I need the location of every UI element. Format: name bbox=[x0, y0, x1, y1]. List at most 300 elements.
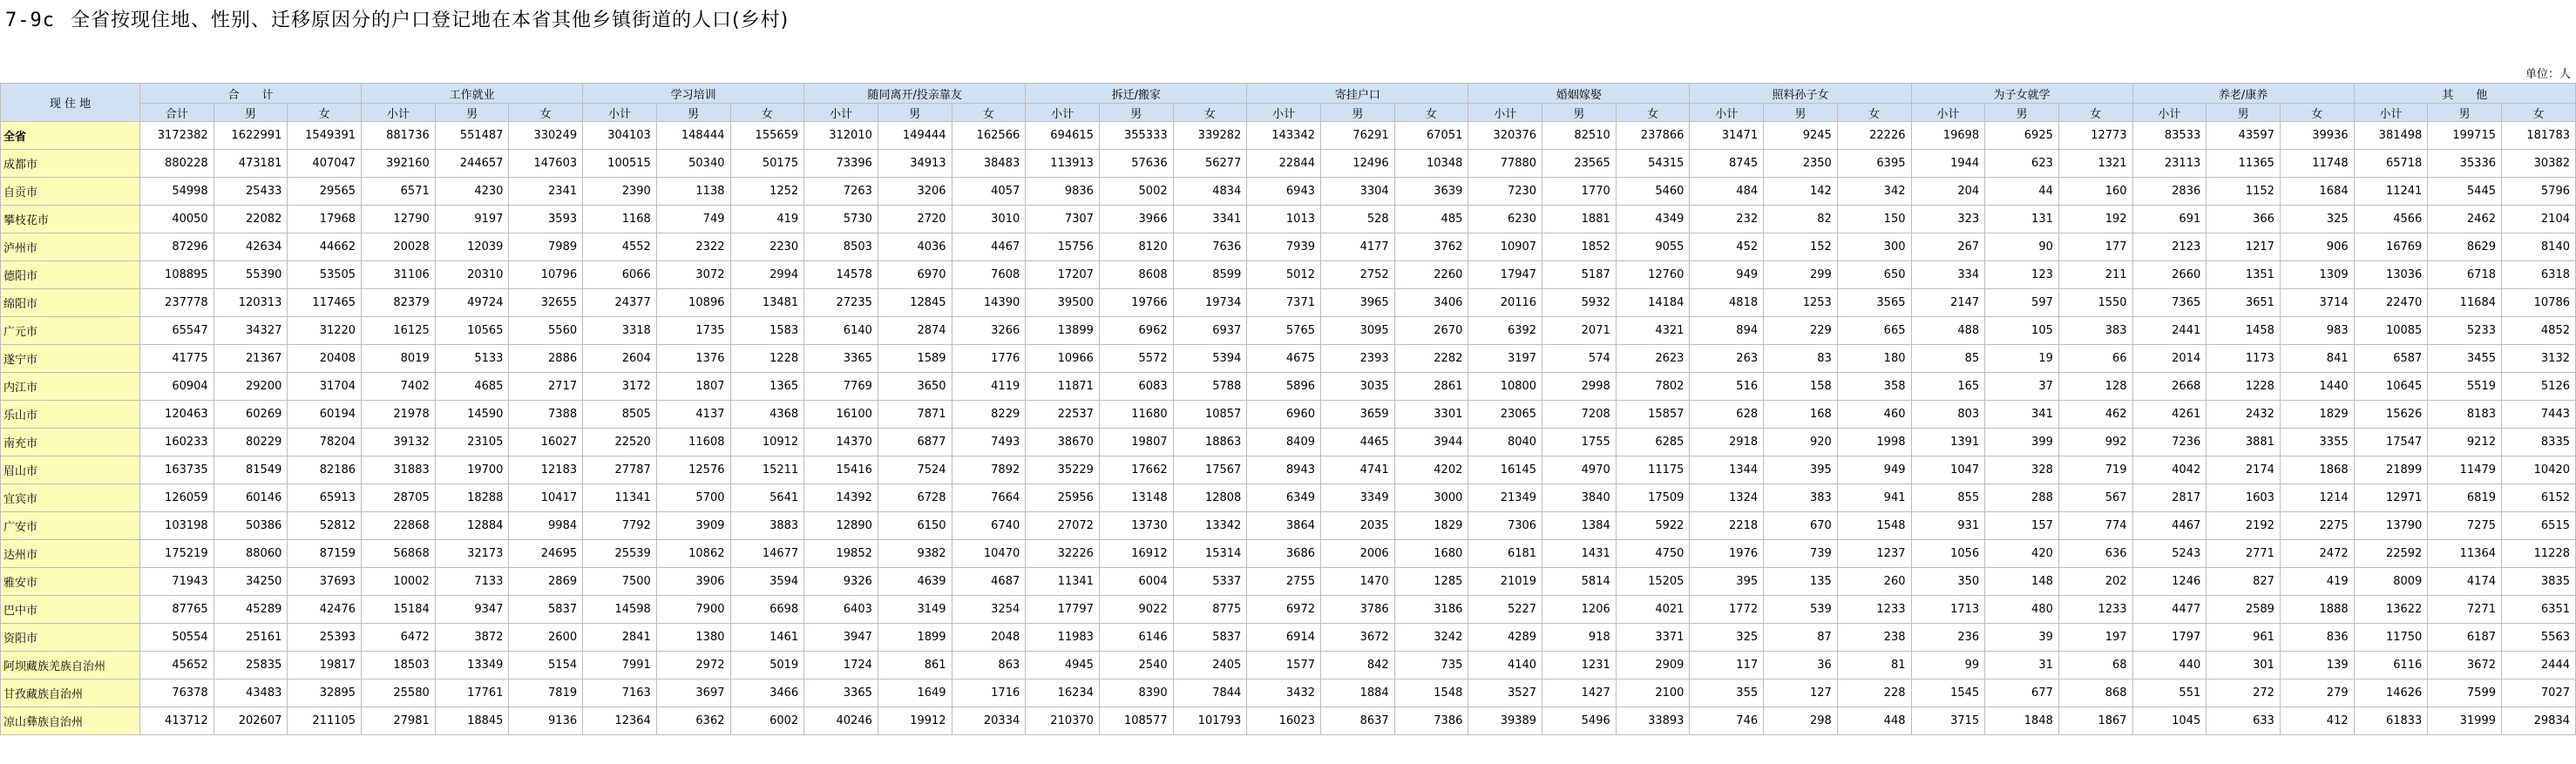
value-cell: 574 bbox=[1542, 345, 1617, 373]
value-cell: 19700 bbox=[435, 456, 509, 484]
population-table bbox=[0, 83, 2576, 735]
value-cell: 2100 bbox=[1616, 679, 1690, 707]
value-cell: 5814 bbox=[1542, 568, 1617, 596]
value-cell: 3714 bbox=[2280, 289, 2354, 317]
value-cell: 3186 bbox=[1394, 596, 1468, 624]
value-cell: 1237 bbox=[1837, 540, 1911, 568]
value-cell: 39389 bbox=[1468, 707, 1542, 735]
value-cell: 90 bbox=[1985, 233, 2059, 261]
value-cell: 2218 bbox=[1690, 512, 1764, 540]
sub-header-female: 女 bbox=[1173, 104, 1247, 122]
value-cell: 11680 bbox=[1099, 401, 1173, 429]
value-cell: 181783 bbox=[2502, 122, 2576, 150]
region-column-header: 现 住 地 bbox=[1, 84, 140, 122]
value-cell: 1365 bbox=[730, 373, 804, 401]
sub-header-subtotal: 小计 bbox=[1026, 104, 1100, 122]
value-cell: 56868 bbox=[362, 540, 436, 568]
value-cell: 76378 bbox=[140, 679, 214, 707]
value-cell: 8140 bbox=[2502, 233, 2576, 261]
value-cell: 3266 bbox=[952, 317, 1026, 345]
value-cell: 6083 bbox=[1099, 373, 1173, 401]
value-cell: 7892 bbox=[952, 456, 1026, 484]
value-cell: 2350 bbox=[1764, 150, 1838, 178]
value-cell: 135 bbox=[1764, 568, 1838, 596]
sub-header-female: 女 bbox=[730, 104, 804, 122]
value-cell: 17968 bbox=[288, 206, 362, 233]
value-cell: 11341 bbox=[583, 484, 657, 512]
value-cell: 85 bbox=[1911, 345, 1985, 373]
value-cell: 9347 bbox=[435, 596, 509, 624]
value-cell: 7133 bbox=[435, 568, 509, 596]
value-cell: 12884 bbox=[435, 512, 509, 540]
value-cell: 228 bbox=[1837, 679, 1911, 707]
value-cell: 13622 bbox=[2354, 596, 2428, 624]
value-cell: 383 bbox=[2058, 317, 2132, 345]
value-cell: 633 bbox=[2207, 707, 2281, 735]
value-cell: 22537 bbox=[1026, 401, 1100, 429]
value-cell: 82510 bbox=[1542, 122, 1617, 150]
value-cell: 279 bbox=[2280, 679, 2354, 707]
value-cell: 82 bbox=[1764, 206, 1838, 233]
value-cell: 412 bbox=[2280, 707, 2354, 735]
value-cell: 1589 bbox=[878, 345, 952, 373]
value-cell: 45289 bbox=[214, 596, 288, 624]
value-cell: 6392 bbox=[1468, 317, 1542, 345]
group-header-other: 其 他 bbox=[2354, 84, 2575, 104]
value-cell: 7844 bbox=[1173, 679, 1247, 707]
value-cell: 60146 bbox=[214, 484, 288, 512]
value-cell: 10420 bbox=[2502, 456, 2576, 484]
value-cell: 29834 bbox=[2502, 707, 2576, 735]
value-cell: 1772 bbox=[1690, 596, 1764, 624]
value-cell: 1583 bbox=[730, 317, 804, 345]
value-cell: 14626 bbox=[2354, 679, 2428, 707]
sub-header-subtotal: 小计 bbox=[1247, 104, 1321, 122]
value-cell: 5460 bbox=[1616, 178, 1690, 206]
value-cell: 10912 bbox=[730, 429, 804, 456]
value-cell: 31471 bbox=[1690, 122, 1764, 150]
value-cell: 1548 bbox=[1394, 679, 1468, 707]
value-cell: 894 bbox=[1690, 317, 1764, 345]
value-cell: 9836 bbox=[1026, 178, 1100, 206]
value-cell: 2390 bbox=[583, 178, 657, 206]
value-cell: 3455 bbox=[2428, 345, 2502, 373]
group-header-grandchild-care: 照料孙子女 bbox=[1690, 84, 1911, 104]
sub-header-subtotal: 小计 bbox=[362, 104, 436, 122]
value-cell: 12364 bbox=[583, 707, 657, 735]
value-cell: 4675 bbox=[1247, 345, 1321, 373]
value-cell: 6515 bbox=[2502, 512, 2576, 540]
value-cell: 77880 bbox=[1468, 150, 1542, 178]
page-title bbox=[5, 5, 789, 32]
value-cell: 3639 bbox=[1394, 178, 1468, 206]
value-cell: 158 bbox=[1764, 373, 1838, 401]
value-cell: 2600 bbox=[509, 624, 583, 652]
value-cell: 3206 bbox=[878, 178, 952, 206]
value-cell: 6362 bbox=[656, 707, 730, 735]
value-cell: 4834 bbox=[1173, 178, 1247, 206]
value-cell: 71943 bbox=[140, 568, 214, 596]
value-cell: 567 bbox=[2058, 484, 2132, 512]
value-cell: 4685 bbox=[435, 373, 509, 401]
value-cell: 5337 bbox=[1173, 568, 1247, 596]
value-cell: 4687 bbox=[952, 568, 1026, 596]
table-row bbox=[1, 456, 2576, 484]
value-cell: 1045 bbox=[2132, 707, 2207, 735]
value-cell: 1713 bbox=[1911, 596, 1985, 624]
value-cell: 949 bbox=[1837, 456, 1911, 484]
value-cell: 61833 bbox=[2354, 707, 2428, 735]
value-cell: 3035 bbox=[1321, 373, 1395, 401]
value-cell: 880228 bbox=[140, 150, 214, 178]
value-cell: 44662 bbox=[288, 233, 362, 261]
value-cell: 3672 bbox=[1321, 624, 1395, 652]
region-name-cell: 阿坝藏族羌族自治州 bbox=[1, 652, 140, 679]
sub-header-male: 男 bbox=[878, 104, 952, 122]
value-cell: 117 bbox=[1690, 652, 1764, 679]
value-cell: 312010 bbox=[804, 122, 878, 150]
value-cell: 4639 bbox=[878, 568, 952, 596]
value-cell: 33893 bbox=[1616, 707, 1690, 735]
value-cell: 7939 bbox=[1247, 233, 1321, 261]
value-cell: 3349 bbox=[1321, 484, 1395, 512]
value-cell: 16234 bbox=[1026, 679, 1100, 707]
value-cell: 7236 bbox=[2132, 429, 2207, 456]
value-cell: 202 bbox=[2058, 568, 2132, 596]
value-cell: 334 bbox=[1911, 261, 1985, 289]
value-cell: 677 bbox=[1985, 679, 2059, 707]
value-cell: 1684 bbox=[2280, 178, 2354, 206]
value-cell: 126059 bbox=[140, 484, 214, 512]
value-cell: 15857 bbox=[1616, 401, 1690, 429]
value-cell: 157 bbox=[1985, 512, 2059, 540]
value-cell: 7664 bbox=[952, 484, 1026, 512]
value-cell: 20116 bbox=[1468, 289, 1542, 317]
value-cell: 8505 bbox=[583, 401, 657, 429]
value-cell: 1285 bbox=[1394, 568, 1468, 596]
value-cell: 1384 bbox=[1542, 512, 1617, 540]
value-cell: 1770 bbox=[1542, 178, 1617, 206]
value-cell: 101793 bbox=[1173, 707, 1247, 735]
region-name-cell: 遂宁市 bbox=[1, 345, 140, 373]
value-cell: 868 bbox=[2058, 679, 2132, 707]
value-cell: 108577 bbox=[1099, 707, 1173, 735]
value-cell: 108895 bbox=[140, 261, 214, 289]
table-row bbox=[1, 624, 2576, 652]
value-cell: 8503 bbox=[804, 233, 878, 261]
value-cell: 17761 bbox=[435, 679, 509, 707]
value-cell: 6962 bbox=[1099, 317, 1173, 345]
value-cell: 4945 bbox=[1026, 652, 1100, 679]
value-cell: 3965 bbox=[1321, 289, 1395, 317]
value-cell: 2322 bbox=[656, 233, 730, 261]
value-cell: 342 bbox=[1837, 178, 1911, 206]
value-cell: 1998 bbox=[1837, 429, 1911, 456]
value-cell: 1246 bbox=[2132, 568, 2207, 596]
sub-header-male: 男 bbox=[1764, 104, 1838, 122]
value-cell: 163735 bbox=[140, 456, 214, 484]
value-cell: 2174 bbox=[2207, 456, 2281, 484]
value-cell: 1868 bbox=[2280, 456, 2354, 484]
region-name-cell: 南充市 bbox=[1, 429, 140, 456]
value-cell: 304103 bbox=[583, 122, 657, 150]
value-cell: 4119 bbox=[952, 373, 1026, 401]
sub-header-male: 男 bbox=[1321, 104, 1395, 122]
value-cell: 8019 bbox=[362, 345, 436, 373]
value-cell: 232 bbox=[1690, 206, 1764, 233]
value-cell: 774 bbox=[2058, 512, 2132, 540]
value-cell: 623 bbox=[1985, 150, 2059, 178]
value-cell: 2393 bbox=[1321, 345, 1395, 373]
value-cell: 4741 bbox=[1321, 456, 1395, 484]
value-cell: 2841 bbox=[583, 624, 657, 652]
value-cell: 551 bbox=[2132, 679, 2207, 707]
value-cell: 7636 bbox=[1173, 233, 1247, 261]
value-cell: 3432 bbox=[1247, 679, 1321, 707]
value-cell: 3593 bbox=[509, 206, 583, 233]
sub-header-subtotal: 小计 bbox=[804, 104, 878, 122]
group-header-marriage: 婚姻嫁娶 bbox=[1468, 84, 1690, 104]
value-cell: 5126 bbox=[2502, 373, 2576, 401]
value-cell: 5922 bbox=[1616, 512, 1690, 540]
value-cell: 6914 bbox=[1247, 624, 1321, 652]
value-cell: 6152 bbox=[2502, 484, 2576, 512]
value-cell: 5765 bbox=[1247, 317, 1321, 345]
value-cell: 413712 bbox=[140, 707, 214, 735]
value-cell: 2972 bbox=[656, 652, 730, 679]
value-cell: 17797 bbox=[1026, 596, 1100, 624]
value-cell: 14598 bbox=[583, 596, 657, 624]
value-cell: 863 bbox=[952, 652, 1026, 679]
table-row bbox=[1, 206, 2576, 233]
value-cell: 3010 bbox=[952, 206, 1026, 233]
value-cell: 5837 bbox=[509, 596, 583, 624]
value-cell: 5019 bbox=[730, 652, 804, 679]
value-cell: 1228 bbox=[2207, 373, 2281, 401]
table-row bbox=[1, 568, 2576, 596]
value-cell: 694615 bbox=[1026, 122, 1100, 150]
value-cell: 16769 bbox=[2354, 233, 2428, 261]
value-cell: 12845 bbox=[878, 289, 952, 317]
value-cell: 3095 bbox=[1321, 317, 1395, 345]
value-cell: 473181 bbox=[214, 150, 288, 178]
value-cell: 325 bbox=[2280, 206, 2354, 233]
value-cell: 5563 bbox=[2502, 624, 2576, 652]
value-cell: 8040 bbox=[1468, 429, 1542, 456]
table-row bbox=[1, 345, 2576, 373]
value-cell: 4289 bbox=[1468, 624, 1542, 652]
value-cell: 19 bbox=[1985, 345, 2059, 373]
value-cell: 3254 bbox=[952, 596, 1026, 624]
value-cell: 81549 bbox=[214, 456, 288, 484]
value-cell: 3944 bbox=[1394, 429, 1468, 456]
value-cell: 1231 bbox=[1542, 652, 1617, 679]
value-cell: 1881 bbox=[1542, 206, 1617, 233]
value-cell: 53505 bbox=[288, 261, 362, 289]
value-cell: 15211 bbox=[730, 456, 804, 484]
value-cell: 4818 bbox=[1690, 289, 1764, 317]
value-cell: 6740 bbox=[952, 512, 1026, 540]
value-cell: 55390 bbox=[214, 261, 288, 289]
value-cell: 21367 bbox=[214, 345, 288, 373]
value-cell: 25393 bbox=[288, 624, 362, 652]
value-cell: 1252 bbox=[730, 178, 804, 206]
value-cell: 13730 bbox=[1099, 512, 1173, 540]
value-cell: 3172 bbox=[583, 373, 657, 401]
value-cell: 5560 bbox=[509, 317, 583, 345]
value-cell: 4465 bbox=[1321, 429, 1395, 456]
value-cell: 1351 bbox=[2207, 261, 2281, 289]
value-cell: 881736 bbox=[362, 122, 436, 150]
table-title: 全省按现住地、性别、迁移原因分的户口登记地在本省其他乡镇街道的人口(乡村) bbox=[70, 10, 790, 31]
value-cell: 383 bbox=[1764, 484, 1838, 512]
value-cell: 8599 bbox=[1173, 261, 1247, 289]
value-cell: 4177 bbox=[1321, 233, 1395, 261]
value-cell: 1173 bbox=[2207, 345, 2281, 373]
value-cell: 117465 bbox=[288, 289, 362, 317]
region-name-cell: 广元市 bbox=[1, 317, 140, 345]
value-cell: 6150 bbox=[878, 512, 952, 540]
value-cell: 836 bbox=[2280, 624, 2354, 652]
value-cell: 21019 bbox=[1468, 568, 1542, 596]
value-cell: 6140 bbox=[804, 317, 878, 345]
value-cell: 2275 bbox=[2280, 512, 2354, 540]
value-cell: 12790 bbox=[362, 206, 436, 233]
value-cell: 2752 bbox=[1321, 261, 1395, 289]
value-cell: 11983 bbox=[1026, 624, 1100, 652]
value-cell: 31 bbox=[1985, 652, 2059, 679]
sub-header-female: 女 bbox=[1837, 104, 1911, 122]
value-cell: 40246 bbox=[804, 707, 878, 735]
value-cell: 113913 bbox=[1026, 150, 1100, 178]
value-cell: 323 bbox=[1911, 206, 1985, 233]
value-cell: 1884 bbox=[1321, 679, 1395, 707]
value-cell: 76291 bbox=[1321, 122, 1395, 150]
value-cell: 931 bbox=[1911, 512, 1985, 540]
value-cell: 1577 bbox=[1247, 652, 1321, 679]
value-cell: 719 bbox=[2058, 456, 2132, 484]
value-cell: 3872 bbox=[435, 624, 509, 652]
value-cell: 21349 bbox=[1468, 484, 1542, 512]
value-cell: 11750 bbox=[2354, 624, 2428, 652]
group-header-elderly-care: 养老/康养 bbox=[2132, 84, 2354, 104]
value-cell: 5788 bbox=[1173, 373, 1247, 401]
value-cell: 68 bbox=[2058, 652, 2132, 679]
table-body bbox=[1, 122, 2576, 735]
table-row bbox=[1, 429, 2576, 456]
value-cell: 10862 bbox=[656, 540, 730, 568]
value-cell: 6698 bbox=[730, 596, 804, 624]
value-cell: 3786 bbox=[1321, 596, 1395, 624]
value-cell: 4261 bbox=[2132, 401, 2207, 429]
value-cell: 19912 bbox=[878, 707, 952, 735]
value-cell: 4750 bbox=[1616, 540, 1690, 568]
value-cell: 10857 bbox=[1173, 401, 1247, 429]
value-cell: 528 bbox=[1321, 206, 1395, 233]
value-cell: 9055 bbox=[1616, 233, 1690, 261]
value-cell: 7769 bbox=[804, 373, 878, 401]
value-cell: 34913 bbox=[878, 150, 952, 178]
value-cell: 3697 bbox=[656, 679, 730, 707]
value-cell: 54998 bbox=[140, 178, 214, 206]
value-cell: 3909 bbox=[656, 512, 730, 540]
value-cell: 7163 bbox=[583, 679, 657, 707]
region-name-cell: 广安市 bbox=[1, 512, 140, 540]
value-cell: 8745 bbox=[1690, 150, 1764, 178]
value-cell: 299 bbox=[1764, 261, 1838, 289]
sub-header-subtotal: 小计 bbox=[1690, 104, 1764, 122]
group-header-child-schooling: 为子女就学 bbox=[1911, 84, 2132, 104]
value-cell: 50554 bbox=[140, 624, 214, 652]
value-cell: 3883 bbox=[730, 512, 804, 540]
value-cell: 25580 bbox=[362, 679, 436, 707]
value-cell: 267 bbox=[1911, 233, 1985, 261]
value-cell: 123 bbox=[1985, 261, 2059, 289]
value-cell: 861 bbox=[878, 652, 952, 679]
value-cell: 1324 bbox=[1690, 484, 1764, 512]
value-cell: 31999 bbox=[2428, 707, 2502, 735]
value-cell: 3365 bbox=[804, 345, 878, 373]
value-cell: 440 bbox=[2132, 652, 2207, 679]
value-cell: 841 bbox=[2280, 345, 2354, 373]
sub-header-subtotal: 小计 bbox=[2354, 104, 2428, 122]
value-cell: 2282 bbox=[1394, 345, 1468, 373]
value-cell: 300 bbox=[1837, 233, 1911, 261]
value-cell: 13481 bbox=[730, 289, 804, 317]
value-cell: 143342 bbox=[1247, 122, 1321, 150]
value-cell: 21899 bbox=[2354, 456, 2428, 484]
value-cell: 30382 bbox=[2502, 150, 2576, 178]
value-cell: 9212 bbox=[2428, 429, 2502, 456]
value-cell: 50175 bbox=[730, 150, 804, 178]
value-cell: 103198 bbox=[140, 512, 214, 540]
value-cell: 11241 bbox=[2354, 178, 2428, 206]
value-cell: 1470 bbox=[1321, 568, 1395, 596]
value-cell: 263 bbox=[1690, 345, 1764, 373]
value-cell: 211 bbox=[2058, 261, 2132, 289]
value-cell: 5519 bbox=[2428, 373, 2502, 401]
value-cell: 36 bbox=[1764, 652, 1838, 679]
value-cell: 14390 bbox=[952, 289, 1026, 317]
value-cell: 39132 bbox=[362, 429, 436, 456]
value-cell: 1138 bbox=[656, 178, 730, 206]
sub-header-female: 女 bbox=[952, 104, 1026, 122]
value-cell: 3365 bbox=[804, 679, 878, 707]
value-cell: 628 bbox=[1690, 401, 1764, 429]
sub-header-subtotal: 小计 bbox=[1911, 104, 1985, 122]
group-header-relocation: 拆迁/搬家 bbox=[1026, 84, 1247, 104]
value-cell: 229 bbox=[1764, 317, 1838, 345]
value-cell: 2006 bbox=[1321, 540, 1395, 568]
value-cell: 419 bbox=[730, 206, 804, 233]
value-cell: 9197 bbox=[435, 206, 509, 233]
unit-label: 单位：人 bbox=[2525, 68, 2571, 81]
value-cell: 8775 bbox=[1173, 596, 1247, 624]
value-cell: 22520 bbox=[583, 429, 657, 456]
value-cell: 12496 bbox=[1321, 150, 1395, 178]
value-cell: 10348 bbox=[1394, 150, 1468, 178]
value-cell: 906 bbox=[2280, 233, 2354, 261]
table-row-province-total bbox=[1, 122, 2576, 150]
value-cell: 88060 bbox=[214, 540, 288, 568]
value-cell: 22592 bbox=[2354, 540, 2428, 568]
value-cell: 45652 bbox=[140, 652, 214, 679]
value-cell: 23065 bbox=[1468, 401, 1542, 429]
value-cell: 2048 bbox=[952, 624, 1026, 652]
value-cell: 1233 bbox=[1837, 596, 1911, 624]
value-cell: 20408 bbox=[288, 345, 362, 373]
value-cell: 192 bbox=[2058, 206, 2132, 233]
